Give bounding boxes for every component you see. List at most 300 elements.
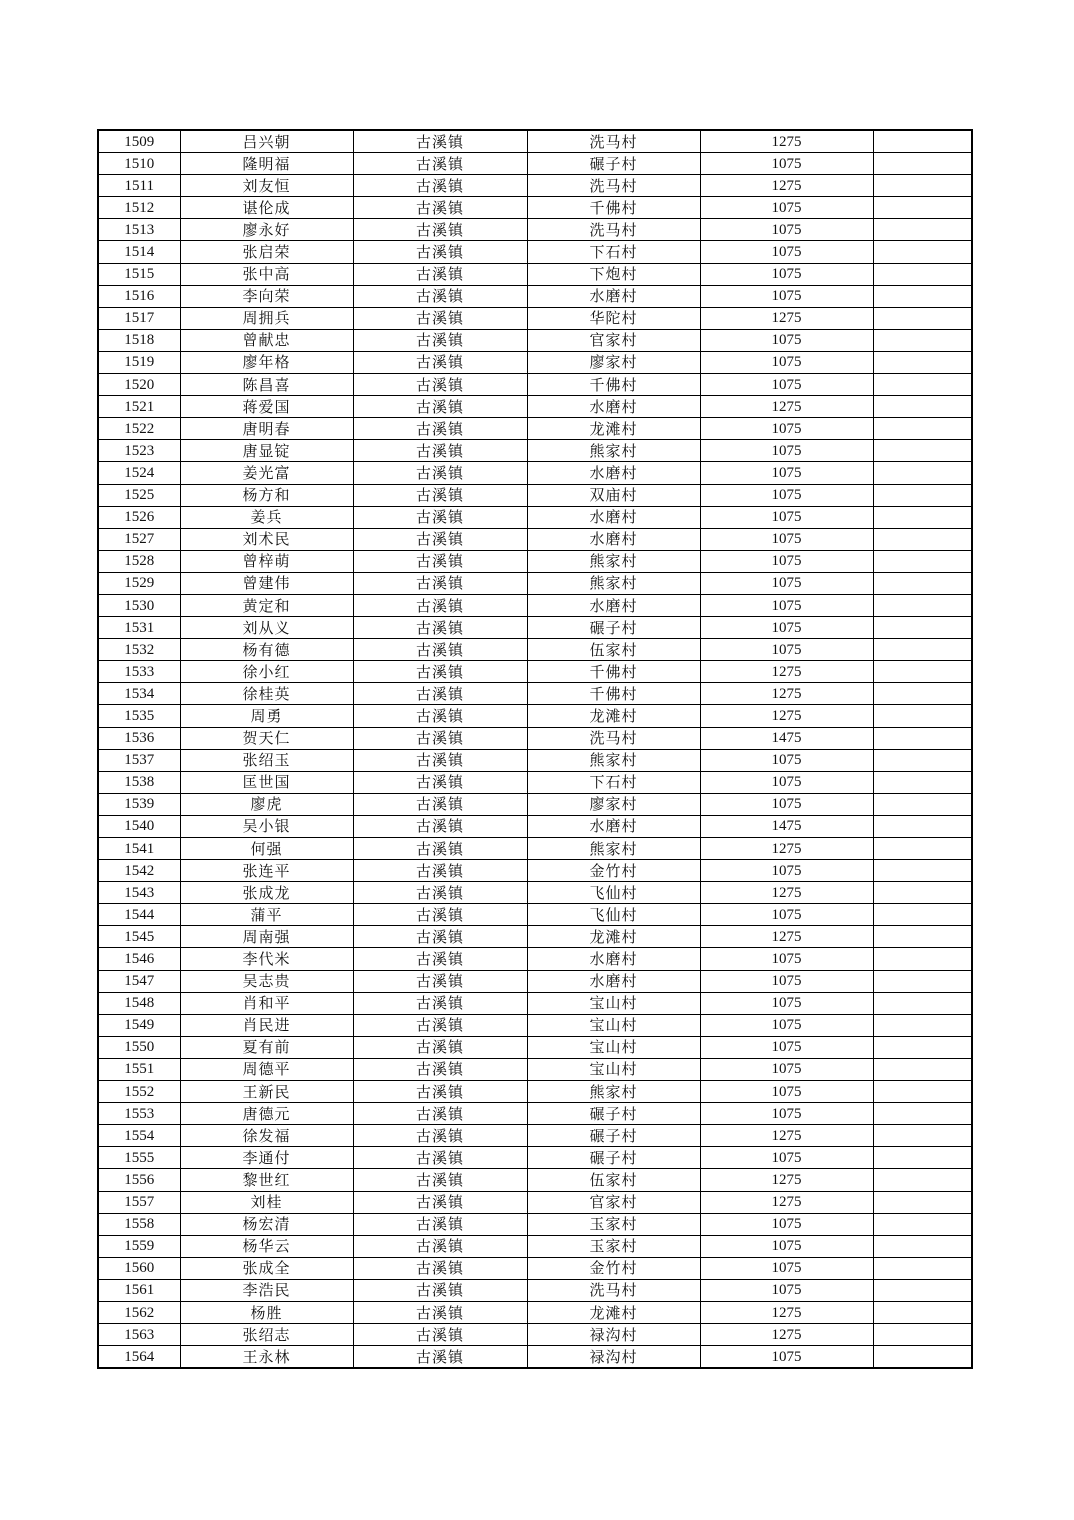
- village-name-cell: 碾子村: [527, 617, 700, 639]
- remarks-cell: [873, 1324, 972, 1346]
- remarks-cell: [873, 1081, 972, 1103]
- town-name-cell: 古溪镇: [353, 705, 527, 727]
- remarks-cell: [873, 241, 972, 263]
- remarks-cell: [873, 617, 972, 639]
- person-name-cell: 唐显锭: [180, 440, 353, 462]
- table-row: [98, 440, 972, 462]
- table-row: [98, 374, 972, 396]
- table-row: [98, 197, 972, 219]
- person-name-cell: 匡世国: [180, 771, 353, 793]
- town-name-cell: 古溪镇: [353, 948, 527, 970]
- amount-cell: 1075: [700, 1103, 873, 1125]
- table-row: [98, 705, 972, 727]
- amount-cell: 1075: [700, 1235, 873, 1257]
- town-name-cell: 古溪镇: [353, 572, 527, 594]
- row-number-cell: 1510: [98, 153, 180, 175]
- person-name-cell: 蒋爱国: [180, 396, 353, 418]
- village-name-cell: 金竹村: [527, 860, 700, 882]
- town-name-cell: 古溪镇: [353, 683, 527, 705]
- remarks-cell: [873, 1014, 972, 1036]
- town-name-cell: 古溪镇: [353, 1191, 527, 1213]
- table-row: [98, 484, 972, 506]
- person-name-cell: 杨胜: [180, 1301, 353, 1323]
- amount-cell: 1075: [700, 263, 873, 285]
- village-name-cell: 官家村: [527, 1191, 700, 1213]
- table-row: [98, 572, 972, 594]
- amount-cell: 1275: [700, 1169, 873, 1191]
- table-row: [98, 1125, 972, 1147]
- row-number-cell: 1558: [98, 1213, 180, 1235]
- table-row: [98, 1257, 972, 1279]
- person-name-cell: 谌伦成: [180, 197, 353, 219]
- table-row: [98, 396, 972, 418]
- person-name-cell: 张成龙: [180, 882, 353, 904]
- table-row: [98, 1169, 972, 1191]
- person-name-cell: 王新民: [180, 1081, 353, 1103]
- village-name-cell: 洗马村: [527, 1279, 700, 1301]
- village-name-cell: 禄沟村: [527, 1324, 700, 1346]
- town-name-cell: 古溪镇: [353, 440, 527, 462]
- roster-body: [98, 130, 972, 1368]
- table-row: [98, 329, 972, 351]
- row-number-cell: 1529: [98, 572, 180, 594]
- town-name-cell: 古溪镇: [353, 617, 527, 639]
- row-number-cell: 1537: [98, 749, 180, 771]
- town-name-cell: 古溪镇: [353, 1081, 527, 1103]
- village-name-cell: 双庙村: [527, 484, 700, 506]
- town-name-cell: 古溪镇: [353, 484, 527, 506]
- village-name-cell: 水磨村: [527, 528, 700, 550]
- row-number-cell: 1555: [98, 1147, 180, 1169]
- village-name-cell: 熊家村: [527, 440, 700, 462]
- town-name-cell: 古溪镇: [353, 1301, 527, 1323]
- table-row: [98, 1103, 972, 1125]
- village-name-cell: 廖家村: [527, 793, 700, 815]
- table-row: [98, 970, 972, 992]
- amount-cell: 1075: [700, 948, 873, 970]
- town-name-cell: 古溪镇: [353, 462, 527, 484]
- remarks-cell: [873, 904, 972, 926]
- village-name-cell: 伍家村: [527, 639, 700, 661]
- town-name-cell: 古溪镇: [353, 970, 527, 992]
- remarks-cell: [873, 1257, 972, 1279]
- table-row: [98, 793, 972, 815]
- person-name-cell: 陈昌喜: [180, 374, 353, 396]
- row-number-cell: 1540: [98, 815, 180, 837]
- village-name-cell: 龙滩村: [527, 705, 700, 727]
- amount-cell: 1075: [700, 462, 873, 484]
- table-row: [98, 639, 972, 661]
- village-name-cell: 水磨村: [527, 462, 700, 484]
- amount-cell: 1275: [700, 882, 873, 904]
- remarks-cell: [873, 1346, 972, 1369]
- table-row: [98, 926, 972, 948]
- person-name-cell: 杨方和: [180, 484, 353, 506]
- village-name-cell: 伍家村: [527, 1169, 700, 1191]
- row-number-cell: 1546: [98, 948, 180, 970]
- town-name-cell: 古溪镇: [353, 175, 527, 197]
- village-name-cell: 宝山村: [527, 1058, 700, 1080]
- person-name-cell: 曾献忠: [180, 329, 353, 351]
- table-row: [98, 263, 972, 285]
- village-name-cell: 宝山村: [527, 1036, 700, 1058]
- person-name-cell: 周德平: [180, 1058, 353, 1080]
- village-name-cell: 水磨村: [527, 285, 700, 307]
- town-name-cell: 古溪镇: [353, 639, 527, 661]
- remarks-cell: [873, 550, 972, 572]
- amount-cell: 1075: [700, 904, 873, 926]
- remarks-cell: [873, 749, 972, 771]
- amount-cell: 1075: [700, 1213, 873, 1235]
- person-name-cell: 徐桂英: [180, 683, 353, 705]
- town-name-cell: 古溪镇: [353, 838, 527, 860]
- remarks-cell: [873, 705, 972, 727]
- remarks-cell: [873, 462, 972, 484]
- remarks-cell: [873, 970, 972, 992]
- village-name-cell: 碾子村: [527, 1103, 700, 1125]
- row-number-cell: 1552: [98, 1081, 180, 1103]
- amount-cell: 1275: [700, 1191, 873, 1213]
- town-name-cell: 古溪镇: [353, 219, 527, 241]
- table-row: [98, 528, 972, 550]
- town-name-cell: 古溪镇: [353, 418, 527, 440]
- remarks-cell: [873, 926, 972, 948]
- village-name-cell: 洗马村: [527, 219, 700, 241]
- village-name-cell: 水磨村: [527, 970, 700, 992]
- remarks-cell: [873, 506, 972, 528]
- person-name-cell: 廖永好: [180, 219, 353, 241]
- table-row: [98, 351, 972, 373]
- amount-cell: 1475: [700, 727, 873, 749]
- person-name-cell: 杨有德: [180, 639, 353, 661]
- row-number-cell: 1528: [98, 550, 180, 572]
- remarks-cell: [873, 683, 972, 705]
- town-name-cell: 古溪镇: [353, 771, 527, 793]
- village-name-cell: 熊家村: [527, 749, 700, 771]
- village-name-cell: 千佛村: [527, 683, 700, 705]
- row-number-cell: 1519: [98, 351, 180, 373]
- table-row: [98, 992, 972, 1014]
- person-name-cell: 王永林: [180, 1346, 353, 1369]
- remarks-cell: [873, 1191, 972, 1213]
- town-name-cell: 古溪镇: [353, 926, 527, 948]
- row-number-cell: 1564: [98, 1346, 180, 1369]
- town-name-cell: 古溪镇: [353, 727, 527, 749]
- village-name-cell: 金竹村: [527, 1257, 700, 1279]
- row-number-cell: 1556: [98, 1169, 180, 1191]
- town-name-cell: 古溪镇: [353, 528, 527, 550]
- village-name-cell: 玉家村: [527, 1235, 700, 1257]
- table-row: [98, 860, 972, 882]
- village-name-cell: 碾子村: [527, 1125, 700, 1147]
- remarks-cell: [873, 1213, 972, 1235]
- table-row: [98, 506, 972, 528]
- amount-cell: 1275: [700, 926, 873, 948]
- row-number-cell: 1532: [98, 639, 180, 661]
- village-name-cell: 千佛村: [527, 197, 700, 219]
- table-row: [98, 130, 972, 153]
- remarks-cell: [873, 418, 972, 440]
- table-row: [98, 749, 972, 771]
- town-name-cell: 古溪镇: [353, 1235, 527, 1257]
- table-row: [98, 285, 972, 307]
- town-name-cell: 古溪镇: [353, 992, 527, 1014]
- remarks-cell: [873, 1103, 972, 1125]
- village-name-cell: 熊家村: [527, 572, 700, 594]
- remarks-cell: [873, 285, 972, 307]
- amount-cell: 1075: [700, 197, 873, 219]
- person-name-cell: 夏有前: [180, 1036, 353, 1058]
- amount-cell: 1275: [700, 705, 873, 727]
- person-name-cell: 周拥兵: [180, 307, 353, 329]
- table-row: [98, 153, 972, 175]
- village-name-cell: 熊家村: [527, 1081, 700, 1103]
- person-name-cell: 曾建伟: [180, 572, 353, 594]
- row-number-cell: 1516: [98, 285, 180, 307]
- remarks-cell: [873, 153, 972, 175]
- village-name-cell: 水磨村: [527, 396, 700, 418]
- row-number-cell: 1533: [98, 661, 180, 683]
- table-row: [98, 219, 972, 241]
- person-name-cell: 何强: [180, 838, 353, 860]
- person-name-cell: 曾梓萌: [180, 550, 353, 572]
- amount-cell: 1075: [700, 506, 873, 528]
- remarks-cell: [873, 484, 972, 506]
- amount-cell: 1075: [700, 1147, 873, 1169]
- amount-cell: 1275: [700, 175, 873, 197]
- amount-cell: 1275: [700, 396, 873, 418]
- person-name-cell: 刘桂: [180, 1191, 353, 1213]
- amount-cell: 1075: [700, 992, 873, 1014]
- remarks-cell: [873, 351, 972, 373]
- remarks-cell: [873, 1058, 972, 1080]
- amount-cell: 1075: [700, 771, 873, 793]
- town-name-cell: 古溪镇: [353, 285, 527, 307]
- village-name-cell: 飞仙村: [527, 882, 700, 904]
- row-number-cell: 1542: [98, 860, 180, 882]
- amount-cell: 1075: [700, 351, 873, 373]
- amount-cell: 1075: [700, 572, 873, 594]
- town-name-cell: 古溪镇: [353, 882, 527, 904]
- amount-cell: 1075: [700, 440, 873, 462]
- village-name-cell: 碾子村: [527, 153, 700, 175]
- town-name-cell: 古溪镇: [353, 1324, 527, 1346]
- village-name-cell: 廖家村: [527, 351, 700, 373]
- person-name-cell: 吕兴朝: [180, 130, 353, 153]
- table-row: [98, 1279, 972, 1301]
- person-name-cell: 隆明福: [180, 153, 353, 175]
- town-name-cell: 古溪镇: [353, 263, 527, 285]
- village-name-cell: 官家村: [527, 329, 700, 351]
- person-name-cell: 姜兵: [180, 506, 353, 528]
- row-number-cell: 1551: [98, 1058, 180, 1080]
- town-name-cell: 古溪镇: [353, 1213, 527, 1235]
- row-number-cell: 1545: [98, 926, 180, 948]
- row-number-cell: 1560: [98, 1257, 180, 1279]
- village-name-cell: 龙滩村: [527, 926, 700, 948]
- town-name-cell: 古溪镇: [353, 815, 527, 837]
- amount-cell: 1275: [700, 838, 873, 860]
- person-name-cell: 张启荣: [180, 241, 353, 263]
- village-name-cell: 碾子村: [527, 1147, 700, 1169]
- table-row: [98, 550, 972, 572]
- amount-cell: 1075: [700, 1257, 873, 1279]
- village-name-cell: 水磨村: [527, 815, 700, 837]
- row-number-cell: 1548: [98, 992, 180, 1014]
- amount-cell: 1075: [700, 219, 873, 241]
- person-name-cell: 张中高: [180, 263, 353, 285]
- remarks-cell: [873, 175, 972, 197]
- amount-cell: 1275: [700, 661, 873, 683]
- table-row: [98, 1036, 972, 1058]
- person-name-cell: 廖虎: [180, 793, 353, 815]
- amount-cell: 1275: [700, 307, 873, 329]
- table-row: [98, 1191, 972, 1213]
- amount-cell: 1075: [700, 418, 873, 440]
- person-name-cell: 周勇: [180, 705, 353, 727]
- person-name-cell: 蒲平: [180, 904, 353, 926]
- row-number-cell: 1521: [98, 396, 180, 418]
- amount-cell: 1075: [700, 1081, 873, 1103]
- remarks-cell: [873, 639, 972, 661]
- village-name-cell: 宝山村: [527, 1014, 700, 1036]
- town-name-cell: 古溪镇: [353, 396, 527, 418]
- table-row: [98, 815, 972, 837]
- table-row: [98, 1301, 972, 1323]
- person-name-cell: 唐德元: [180, 1103, 353, 1125]
- town-name-cell: 古溪镇: [353, 153, 527, 175]
- amount-cell: 1075: [700, 241, 873, 263]
- amount-cell: 1075: [700, 970, 873, 992]
- remarks-cell: [873, 440, 972, 462]
- town-name-cell: 古溪镇: [353, 550, 527, 572]
- village-name-cell: 玉家村: [527, 1213, 700, 1235]
- row-number-cell: 1538: [98, 771, 180, 793]
- town-name-cell: 古溪镇: [353, 1058, 527, 1080]
- row-number-cell: 1518: [98, 329, 180, 351]
- remarks-cell: [873, 130, 972, 153]
- amount-cell: 1475: [700, 815, 873, 837]
- table-row: [98, 948, 972, 970]
- row-number-cell: 1553: [98, 1103, 180, 1125]
- person-name-cell: 徐小红: [180, 661, 353, 683]
- town-name-cell: 古溪镇: [353, 1169, 527, 1191]
- amount-cell: 1075: [700, 374, 873, 396]
- table-row: [98, 307, 972, 329]
- row-number-cell: 1541: [98, 838, 180, 860]
- person-name-cell: 李浩民: [180, 1279, 353, 1301]
- village-name-cell: 洗马村: [527, 175, 700, 197]
- row-number-cell: 1536: [98, 727, 180, 749]
- person-name-cell: 刘从义: [180, 617, 353, 639]
- table-row: [98, 1235, 972, 1257]
- person-name-cell: 肖民进: [180, 1014, 353, 1036]
- person-name-cell: 姜光富: [180, 462, 353, 484]
- person-name-cell: 刘友恒: [180, 175, 353, 197]
- row-number-cell: 1531: [98, 617, 180, 639]
- roster-table: [97, 129, 973, 1369]
- town-name-cell: 古溪镇: [353, 506, 527, 528]
- town-name-cell: 古溪镇: [353, 860, 527, 882]
- town-name-cell: 古溪镇: [353, 197, 527, 219]
- town-name-cell: 古溪镇: [353, 594, 527, 616]
- person-name-cell: 李代米: [180, 948, 353, 970]
- row-number-cell: 1520: [98, 374, 180, 396]
- row-number-cell: 1535: [98, 705, 180, 727]
- amount-cell: 1075: [700, 594, 873, 616]
- row-number-cell: 1524: [98, 462, 180, 484]
- town-name-cell: 古溪镇: [353, 1103, 527, 1125]
- amount-cell: 1075: [700, 1279, 873, 1301]
- table-row: [98, 462, 972, 484]
- remarks-cell: [873, 329, 972, 351]
- town-name-cell: 古溪镇: [353, 1279, 527, 1301]
- remarks-cell: [873, 1279, 972, 1301]
- row-number-cell: 1512: [98, 197, 180, 219]
- village-name-cell: 下石村: [527, 771, 700, 793]
- table-row: [98, 1213, 972, 1235]
- table-row: [98, 594, 972, 616]
- row-number-cell: 1514: [98, 241, 180, 263]
- remarks-cell: [873, 1301, 972, 1323]
- amount-cell: 1075: [700, 550, 873, 572]
- person-name-cell: 李通付: [180, 1147, 353, 1169]
- row-number-cell: 1559: [98, 1235, 180, 1257]
- remarks-cell: [873, 661, 972, 683]
- amount-cell: 1075: [700, 1014, 873, 1036]
- village-name-cell: 千佛村: [527, 374, 700, 396]
- town-name-cell: 古溪镇: [353, 1036, 527, 1058]
- village-name-cell: 水磨村: [527, 506, 700, 528]
- remarks-cell: [873, 572, 972, 594]
- person-name-cell: 吴小银: [180, 815, 353, 837]
- town-name-cell: 古溪镇: [353, 307, 527, 329]
- remarks-cell: [873, 1235, 972, 1257]
- town-name-cell: 古溪镇: [353, 351, 527, 373]
- remarks-cell: [873, 374, 972, 396]
- row-number-cell: 1543: [98, 882, 180, 904]
- amount-cell: 1075: [700, 793, 873, 815]
- row-number-cell: 1511: [98, 175, 180, 197]
- row-number-cell: 1517: [98, 307, 180, 329]
- village-name-cell: 下炮村: [527, 263, 700, 285]
- row-number-cell: 1515: [98, 263, 180, 285]
- person-name-cell: 刘术民: [180, 528, 353, 550]
- amount-cell: 1075: [700, 285, 873, 307]
- village-name-cell: 水磨村: [527, 948, 700, 970]
- village-name-cell: 龙滩村: [527, 1301, 700, 1323]
- town-name-cell: 古溪镇: [353, 793, 527, 815]
- person-name-cell: 唐明春: [180, 418, 353, 440]
- remarks-cell: [873, 1169, 972, 1191]
- row-number-cell: 1523: [98, 440, 180, 462]
- remarks-cell: [873, 948, 972, 970]
- remarks-cell: [873, 1147, 972, 1169]
- table-row: [98, 418, 972, 440]
- village-name-cell: 飞仙村: [527, 904, 700, 926]
- row-number-cell: 1509: [98, 130, 180, 153]
- row-number-cell: 1530: [98, 594, 180, 616]
- village-name-cell: 禄沟村: [527, 1346, 700, 1369]
- town-name-cell: 古溪镇: [353, 329, 527, 351]
- person-name-cell: 杨宏清: [180, 1213, 353, 1235]
- row-number-cell: 1547: [98, 970, 180, 992]
- remarks-cell: [873, 1036, 972, 1058]
- table-row: [98, 1058, 972, 1080]
- table-row: [98, 1324, 972, 1346]
- amount-cell: 1275: [700, 130, 873, 153]
- amount-cell: 1075: [700, 1058, 873, 1080]
